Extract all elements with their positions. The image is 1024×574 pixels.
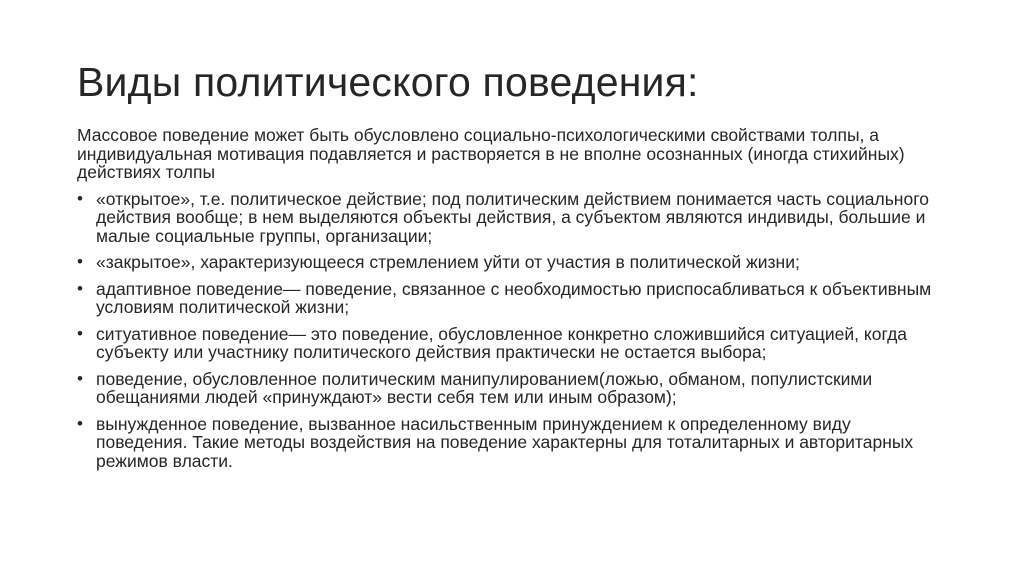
- slide-title: Виды политического поведения:: [77, 59, 699, 105]
- bullet-item-adaptive-behavior: [77, 280, 937, 317]
- bullet-icon: •: [77, 413, 83, 433]
- bullet-item-open-behavior: [77, 190, 937, 246]
- slide-body: [77, 126, 937, 478]
- bullet-text: вынужденное поведение, вызванное насильственным принуждением к определенному виду поведения. Такие методы воздействия на поведение характерны для тоталитарных и авторитарных режимов власти.: [96, 413, 914, 471]
- bullet-text: поведение, обусловленное политическим манипулированием(ложью, обманом, популистскими обещаниями людей «принуждают» вести себя тем или иным образом);: [96, 368, 873, 407]
- bullet-item-situational-behavior: [77, 325, 937, 362]
- bullet-text: адаптивное поведение— поведение, связанное с необходимостью приспосабливаться к объективным условиям политической жизни;: [96, 278, 932, 317]
- bullet-text: ситуативное поведение— это поведение, обусловленное конкретно сложившийся ситуацией, когда субъекту или участнику политического действия практически не остается выбора;: [96, 323, 908, 362]
- intro-paragraph: Массовое поведение может быть обусловлено социально-психологическими свойствами толпы, а индивидуальная мотивация подавляется и растворяется в не вполне осознанных (иногда стихийных) действиях толпы: [77, 125, 905, 182]
- bullet-icon: •: [77, 278, 83, 298]
- bullet-item-manipulated-behavior: [77, 370, 937, 407]
- bullet-item-closed-behavior: [77, 253, 937, 272]
- bullet-list: [77, 190, 937, 471]
- bullet-text: «закрытое», характеризующееся стремлением уйти от участия в политической жизни;: [96, 252, 800, 272]
- bullet-item-forced-behavior: [77, 415, 937, 471]
- bullet-text: «открытое», т.е. политическое действие; под политическим действием понимается часть социального действия вообще; в нем выделяются объекты действия, а субъектом являются индивиды, большие и малые социальные группы, организации;: [96, 188, 929, 246]
- bullet-icon: •: [77, 188, 83, 208]
- bullet-icon: •: [77, 252, 83, 271]
- bullet-icon: •: [77, 368, 83, 388]
- bullet-icon: •: [77, 323, 83, 343]
